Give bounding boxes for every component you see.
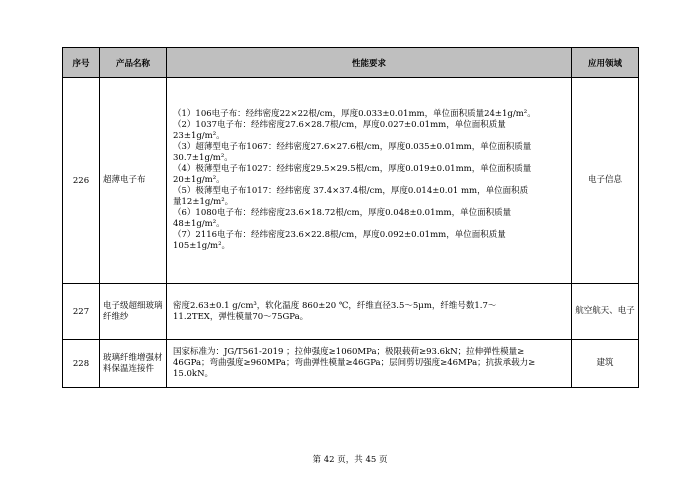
table-row bbox=[63, 284, 639, 340]
requirement-line: （7）2116电子布：经纬密度23.6×22.8根/cm，厚度0.092±0.01mm，单位面积质量 bbox=[173, 230, 506, 240]
requirement-line: 46GPa；弯曲强度≥960MPa；弯曲弹性模量≥46GPa；层间剪切强度≥46MPa；抗拔承载力≥ bbox=[173, 358, 536, 368]
requirement-line: 量12±1g/m²。 bbox=[173, 197, 234, 207]
requirement-line: （6）1080电子布：经纬密度23.6×18.72根/cm，厚度0.048±0.01mm，单位面积质量 bbox=[173, 208, 512, 218]
application-field: 建筑 bbox=[572, 340, 639, 388]
requirement-line: （1）106电子布：经纬密度22×22根/cm，厚度0.033±0.01mm，单位面积质量24±1g/m²。 bbox=[173, 109, 536, 119]
header-product-name: 产品名称 bbox=[100, 48, 167, 78]
requirement-line: 15.0kN。 bbox=[173, 369, 214, 379]
application-field: 电子信息 bbox=[572, 78, 639, 284]
requirement-line: 11.2TEX，弹性模量70～75GPa。 bbox=[173, 311, 309, 322]
requirements-cell bbox=[167, 340, 572, 388]
product-name: 电子级超细玻璃纤维纱 bbox=[100, 284, 167, 340]
requirement-line: 国家标准为：JG/T561-2019 ；拉伸强度≥1060MPa；极限载荷≥93.6kN；拉伸弹性模量≥ bbox=[173, 347, 525, 357]
row-number: 226 bbox=[63, 78, 100, 284]
page-footer: 第 42 页，共 45 页 bbox=[312, 455, 388, 465]
header-no: 序号 bbox=[63, 48, 100, 78]
requirement-line: （4）极薄型电子布1027：经纬密度29.5×29.5根/cm，厚度0.019±0.01mm，单位面积质量 bbox=[173, 164, 532, 174]
requirement-line: 105±1g/m²。 bbox=[173, 241, 231, 251]
header-application: 应用领域 bbox=[572, 48, 639, 78]
table-row bbox=[63, 340, 639, 388]
requirement-line: 30.7±1g/m²。 bbox=[173, 153, 233, 163]
product-name: 玻璃纤维增强材料保温连接件 bbox=[100, 340, 167, 388]
requirements-cell bbox=[167, 78, 572, 284]
requirements-cell bbox=[167, 284, 572, 340]
requirement-line: （2）1037电子布：经纬密度27.6×28.7根/cm，厚度0.027±0.01mm，单位面积质量 bbox=[173, 120, 506, 130]
product-name: 超薄电子布 bbox=[100, 78, 167, 284]
requirement-line: 密度2.63±0.1 g/cm³，软化温度 860±20 ℃，纤维直径3.5～5μm，纤维号数1.7～ bbox=[173, 300, 497, 311]
table-header-row bbox=[63, 48, 639, 78]
row-number: 228 bbox=[63, 340, 100, 388]
requirement-line: 20±1g/m²。 bbox=[173, 175, 225, 185]
table-row bbox=[63, 78, 639, 284]
requirement-line: 48±1g/m²。 bbox=[173, 219, 225, 229]
requirement-line: 23±1g/m²。 bbox=[173, 131, 225, 141]
header-requirements: 性能要求 bbox=[167, 48, 572, 78]
application-field: 航空航天、电子 bbox=[572, 284, 639, 340]
requirement-line: （5）极薄型电子布1017：经纬密度 37.4×37.4根/cm，厚度0.014±0.01 mm，单位面积质 bbox=[173, 186, 529, 196]
product-table bbox=[62, 47, 639, 388]
requirement-line: （3）超薄型电子布1067：经纬密度27.6×27.6根/cm，厚度0.035±0.01mm，单位面积质量 bbox=[173, 142, 532, 152]
row-number: 227 bbox=[63, 284, 100, 340]
